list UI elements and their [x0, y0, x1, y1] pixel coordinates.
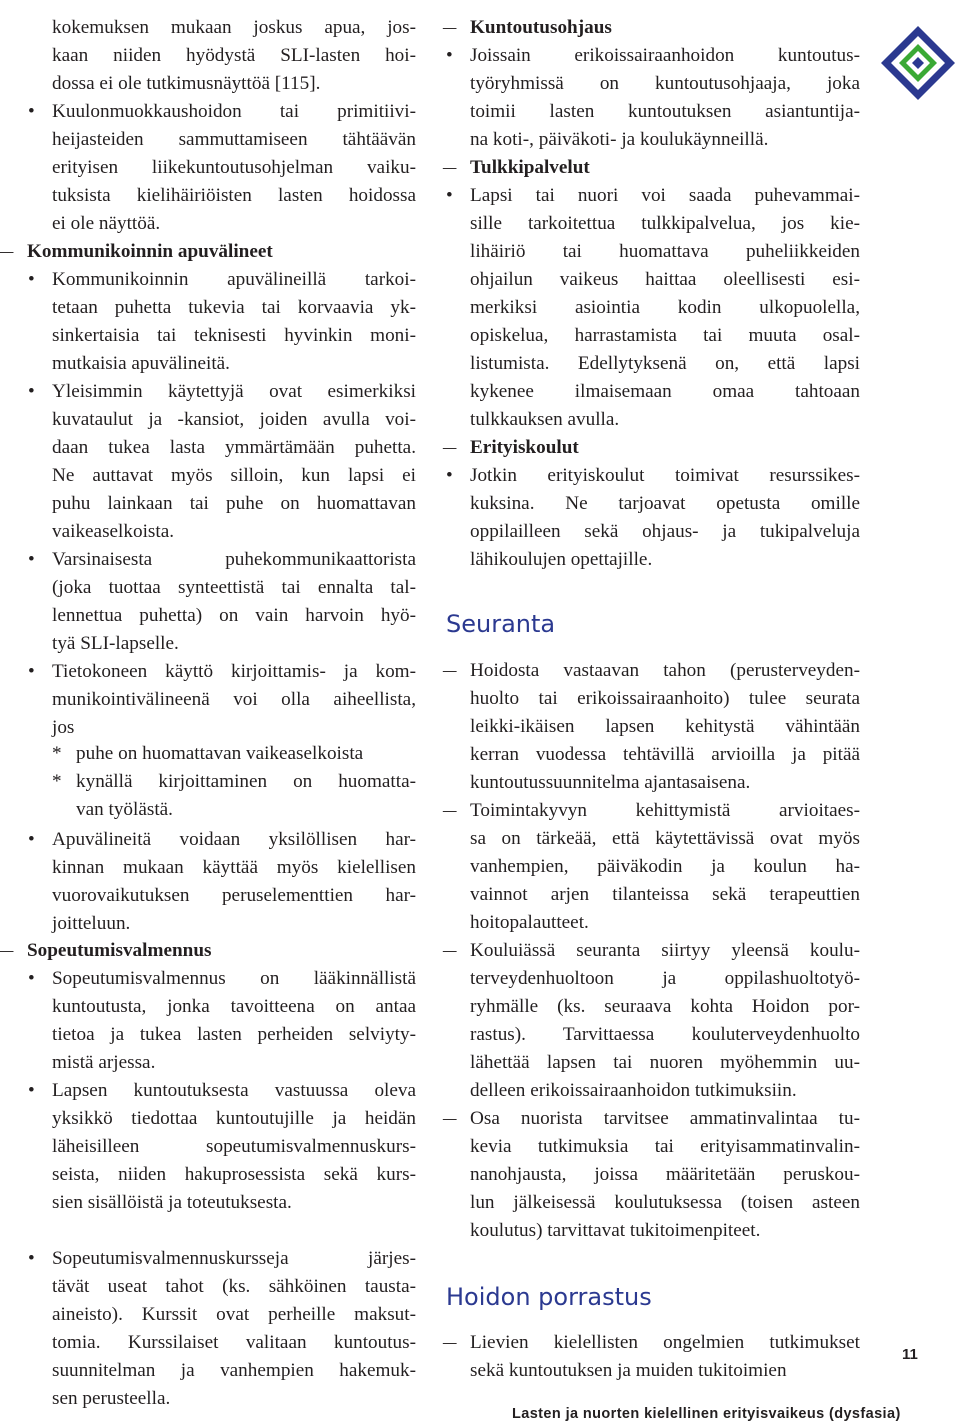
text-line: Lievien kielellisten ongelmien tutkimukset	[470, 1332, 860, 1353]
dash-marker-icon: –	[443, 1332, 457, 1353]
text-line: sinkertaisia tai teknisesti hyvinkin moni-	[52, 325, 416, 346]
text-line: aineisto). Kurssit ovat perheille maksut-	[52, 1304, 416, 1325]
text-line: kuksina. Ne tarjoavat opetusta omille	[470, 493, 860, 514]
bullet-dot-icon: •	[446, 185, 453, 206]
text-line: koulutus) tarvittavat tukitoimenpiteet.	[470, 1220, 761, 1241]
text-line: na koti-, päiväkoti- ja koulukäynneillä.	[470, 129, 769, 150]
text-line: sille tarkoitettua tulkkipalvelua, jos kie-	[470, 213, 860, 234]
bullet-dot-icon: •	[28, 381, 35, 402]
text-line: opiskelua, harrastamista tai muuta osal-	[470, 325, 860, 346]
text-line: kokemuksen mukaan joskus apua, jos-	[52, 17, 416, 38]
text-line: läheisilleen sopeutumisvalmennuskurs-	[52, 1136, 416, 1157]
dash-marker-icon: –	[0, 241, 14, 262]
text-line: van työlästä.	[76, 799, 173, 820]
text-line: lähettää lapsen tai nuoren myöhemmin uu-	[470, 1052, 860, 1073]
dash-marker-icon: –	[0, 940, 14, 961]
text-line: jos	[52, 717, 75, 738]
subheading: Tulkkipalvelut	[470, 157, 590, 178]
text-line: mistä arjessa.	[52, 1052, 156, 1073]
bullet-dot-icon: •	[28, 1080, 35, 1101]
text-line: vainnot arjen tilanteissa sekä terapeuttien	[470, 884, 860, 905]
text-line: merkiksi asiointia kodin ulkopuolella,	[470, 297, 860, 318]
subheading: Kommunikoinnin apuvälineet	[27, 241, 273, 262]
dash-marker-icon: –	[443, 437, 457, 458]
bullet-dot-icon: •	[28, 829, 35, 850]
text-line: (joka tuottaa synteettistä tai ennalta tal-	[52, 577, 416, 598]
text-line: Kuulonmuokkaushoidon tai primitiivi-	[52, 101, 416, 122]
bullet-dot-icon: •	[28, 661, 35, 682]
text-line: Jotkin erityiskoulut toimivat resurssikes-	[470, 465, 860, 486]
bullet-dot-icon: •	[28, 549, 35, 570]
text-line: tuksista kielihäiriöisten lasten hoidossa	[52, 185, 416, 206]
text-line: suunnitelman ja vanhempien hakemuk-	[52, 1360, 416, 1381]
section-heading: Seuranta	[446, 610, 556, 638]
text-line: kaan niiden hyödystä SLI-lasten hoi-	[52, 45, 416, 66]
text-line: Hoidosta vastaavan tahon (perusterveyden-	[470, 660, 860, 681]
text-line: sa on tärkeää, että käytettävissä ovat myös	[470, 828, 860, 849]
text-line: vaikeaselkoista.	[52, 521, 175, 542]
text-line: lähikoulujen opettajille.	[470, 549, 653, 570]
dash-marker-icon: –	[443, 660, 457, 681]
text-line: lennettua puhetta) on vain harvoin hyö-	[52, 605, 416, 626]
bullet-dot-icon: •	[28, 101, 35, 122]
text-line: sien sisällöistä ja toteutuksesta.	[52, 1192, 292, 1213]
text-line: oppilailleen sekä ohjaus- ja tukipalveluja	[470, 521, 860, 542]
text-line: Apuvälineitä voidaan yksilöllisen har-	[52, 829, 416, 850]
text-line: dossa ei ole tutkimusnäyttöä [115].	[52, 73, 321, 94]
subheading: Erityiskoulut	[470, 437, 579, 458]
text-line: kuntoutusta, jonka tavoitteena on antaa	[52, 996, 416, 1017]
text-line: Sopeutumisvalmennus on lääkinnällistä	[52, 968, 416, 989]
text-line: Toimintakyvyn kehittymistä arvioitaes-	[470, 800, 860, 821]
text-line: yksikkö tiedottaa kuntoutujille ja heidän	[52, 1108, 416, 1129]
text-line: tävät useat tahot (ks. sähköinen tausta-	[52, 1276, 416, 1297]
text-line: heijasteiden sammuttamiseen tähtäävän	[52, 129, 416, 150]
text-line: kerran vuodessa tehtävillä arvioilla ja pitää	[470, 744, 860, 765]
text-line: hoitopalautteet.	[470, 912, 589, 933]
text-line: kuntoutussuunnitelma ajantasaisena.	[470, 772, 751, 793]
text-line: huolto tai erikoissairaanhoito) tulee seurata	[470, 688, 860, 709]
text-line: kevia tutkimuksia tai erityisammatinvalin-	[470, 1136, 860, 1157]
bullet-dot-icon: •	[28, 1248, 35, 1269]
bullet-dot-icon: •	[446, 465, 453, 486]
text-line: tomia. Kurssilaiset valitaan kuntoutus-	[52, 1332, 416, 1353]
bullet-dot-icon: •	[28, 968, 35, 989]
page-number: 11	[902, 1346, 918, 1363]
text-line: munikointivälineenä voi olla aiheellista,	[52, 689, 416, 710]
text-line: Varsinaisesta puhekommunikaattorista	[52, 549, 416, 570]
text-line: lihäiriö tai huomattava puheliikkeiden	[470, 241, 860, 262]
text-line: kykenee ilmaisemaan omaa tahtoaan	[470, 381, 860, 402]
text-line: Sopeutumisvalmennuskursseja järjes-	[52, 1248, 416, 1269]
text-line: vanhempien, päiväkodin ja koulun ha-	[470, 856, 860, 877]
text-line: kinnan mukaan käyttää myös kielellisen	[52, 857, 416, 878]
dash-marker-icon: –	[443, 940, 457, 961]
asterisk-icon: *	[52, 743, 62, 764]
text-line: Kouluiässä seuranta siirtyy yleensä koulu-	[470, 940, 860, 961]
text-line: puhu lainkaan tai puhe on huomattavan	[52, 493, 416, 514]
text-line: Tietokoneen käyttö kirjoittamis- ja kom-	[52, 661, 416, 682]
subheading: Sopeutumisvalmennus	[27, 940, 212, 961]
text-line: listumista. Edellytyksenä on, että lapsi	[470, 353, 860, 374]
text-line: Yleisimmin käytettyjä ovat esimerkiksi	[52, 381, 416, 402]
text-line: mutkaisia apuvälineitä.	[52, 353, 230, 374]
text-line: tulkkauksen avulla.	[470, 409, 620, 430]
text-line: Lapsi tai nuori voi saada puhevammai-	[470, 185, 860, 206]
text-line: Osa nuorista tarvitsee ammatinvalintaa tu-	[470, 1108, 860, 1129]
text-line: nanohjausta, joissa määritetään peruskou-	[470, 1164, 860, 1185]
text-line: tetaan puhetta tukevia tai korvaavia yk-	[52, 297, 416, 318]
text-line: lun jälkeisessä koulutuksessa (toisen asteen	[470, 1192, 860, 1213]
text-line: tietoa ja tukea lasten perheiden selviyty-	[52, 1024, 416, 1045]
text-line: puhe on huomattavan vaikeaselkoista	[76, 743, 364, 764]
text-line: Lapsen kuntoutuksesta vastuussa oleva	[52, 1080, 416, 1101]
text-line: sen perusteella.	[52, 1388, 171, 1409]
text-line: ei ole näyttöä.	[52, 213, 161, 234]
text-line: tyä SLI-lapselle.	[52, 633, 179, 654]
text-line: terveydenhuoltoon ja oppilashuoltotyö-	[470, 968, 860, 989]
text-line: leikki-ikäisen lapsen kehitystä vähintään	[470, 716, 860, 737]
text-line: Ne auttavat myös silloin, kun lapsi ei	[52, 465, 416, 486]
text-line: joitteluun.	[52, 913, 131, 934]
dash-marker-icon: –	[443, 17, 457, 38]
text-line: rastus). Tarvittaessa kouluterveydenhuolto	[470, 1024, 860, 1045]
text-line: daan tukea lasta ymmärtämään puhetta.	[52, 437, 416, 458]
text-line: delleen erikoissairaanhoidon tutkimuksiin.	[470, 1080, 797, 1101]
text-line: erityisen liikekuntoutusohjelman vaiku-	[52, 157, 416, 178]
diamond-logo-icon	[879, 24, 957, 102]
bullet-dot-icon: •	[446, 45, 453, 66]
text-line: ryhmälle (ks. seuraava kohta Hoidon por-	[470, 996, 860, 1017]
bullet-dot-icon: •	[28, 269, 35, 290]
footer-title: Lasten ja nuorten kielellinen erityisvaikeus (dysfasia)	[512, 1406, 901, 1422]
text-line: Kommunikoinnin apuvälineillä tarkoi-	[52, 269, 416, 290]
subheading: Kuntoutusohjaus	[470, 17, 612, 38]
dash-marker-icon: –	[443, 1108, 457, 1129]
dash-marker-icon: –	[443, 157, 457, 178]
text-line: seista, niiden hakuprosessista sekä kurs-	[52, 1164, 416, 1185]
dash-marker-icon: –	[443, 800, 457, 821]
text-line: vuorovaikutuksen peruselementtien har-	[52, 885, 416, 906]
text-line: ohjailun vaikeus haittaa oleellisesti esi-	[470, 269, 860, 290]
section-heading: Hoidon porrastus	[446, 1283, 652, 1311]
text-line: sekä kuntoutuksen ja muiden tukitoimien	[470, 1360, 787, 1381]
text-line: toimii lasten kuntoutuksen asiantuntija-	[470, 101, 860, 122]
asterisk-icon: *	[52, 771, 62, 792]
text-line: kynällä kirjoittaminen on huomatta-	[76, 771, 416, 792]
text-line: kuvataulut ja -kansiot, joiden avulla voi-	[52, 409, 416, 430]
text-line: työryhmissä on kuntoutusohjaaja, joka	[470, 73, 860, 94]
text-line: Joissain erikoissairaanhoidon kuntoutus-	[470, 45, 860, 66]
